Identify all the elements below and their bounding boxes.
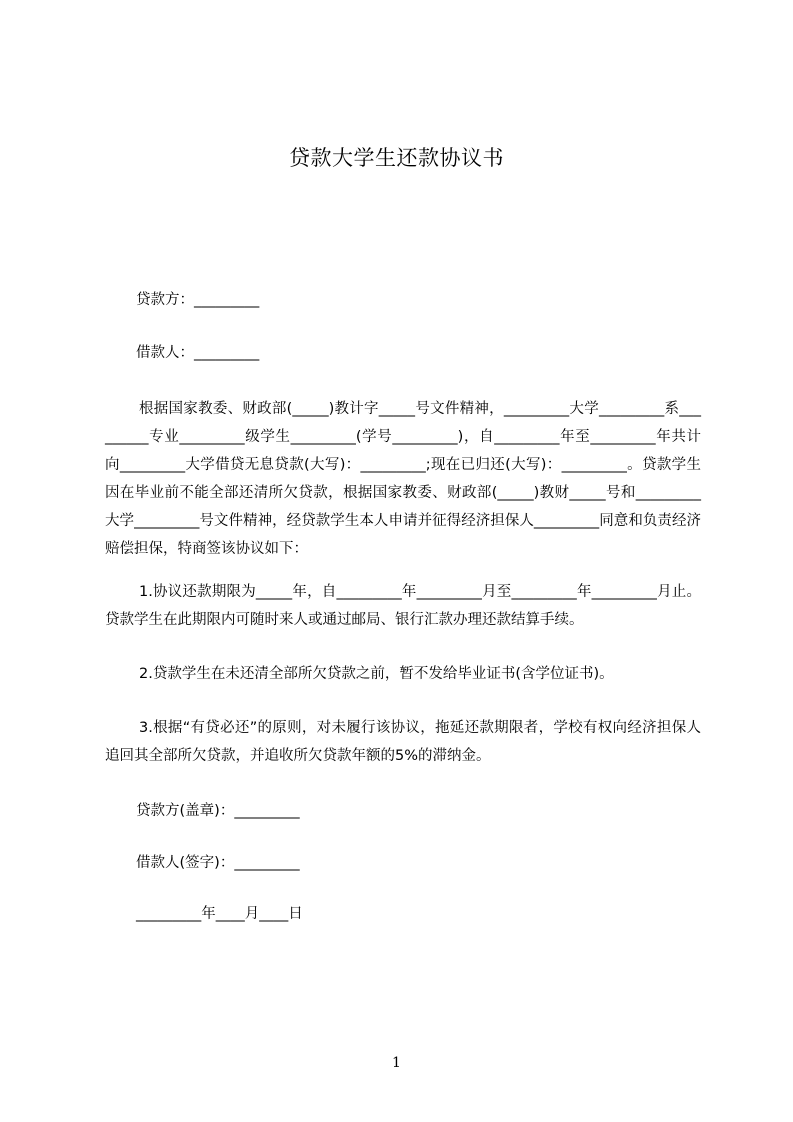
date-line: _________年____月____日 <box>136 906 303 922</box>
lender-seal-line: 贷款方(盖章)：_________ <box>136 803 300 819</box>
borrower-sign-line: 借款人(签字)：_________ <box>136 855 300 871</box>
borrower-line: 借款人：_________ <box>136 345 260 361</box>
clause-1: 1.协议还款期限为_____年，自_________年_________月至_________年_________月止。贷款学生在此期限内可随时来人或通过邮局、银行汇款办理还款结算手续。 <box>105 584 701 628</box>
clause-2: 2.贷款学生在未还清全部所欠贷款之前，暂不发给毕业证书(含学位证书)。 <box>139 666 614 682</box>
lender-line: 贷款方：_________ <box>136 292 260 308</box>
document-title: 贷款大学生还款协议书 <box>289 146 504 170</box>
intro-paragraph: 根据国家教委、财政部(_____)教计字_____号文件精神，_________大学_________系_________专业_________级学生_________(学号_________)，自_________年至_________年共计向_________大学借贷无息贷款(大写)：_________;现在已归还(大写)：_________。贷款学生因在毕业前不能全部还清所欠贷款，根据国家教委、财政部(_____)教财_____号和_________大学_________号文件精神，经贷款学生本人申请并征得经济担保人_________同意和负责经济赔偿担保，特商签该协议如下： <box>105 401 701 557</box>
page-number: 1 <box>392 1055 401 1071</box>
clause-3: 3.根据“有贷必还”的原则，对未履行该协议，拖延还款期限者，学校有权向经济担保人追回其全部所欠贷款，并追收所欠贷款年额的5%的滞纳金。 <box>105 720 701 764</box>
